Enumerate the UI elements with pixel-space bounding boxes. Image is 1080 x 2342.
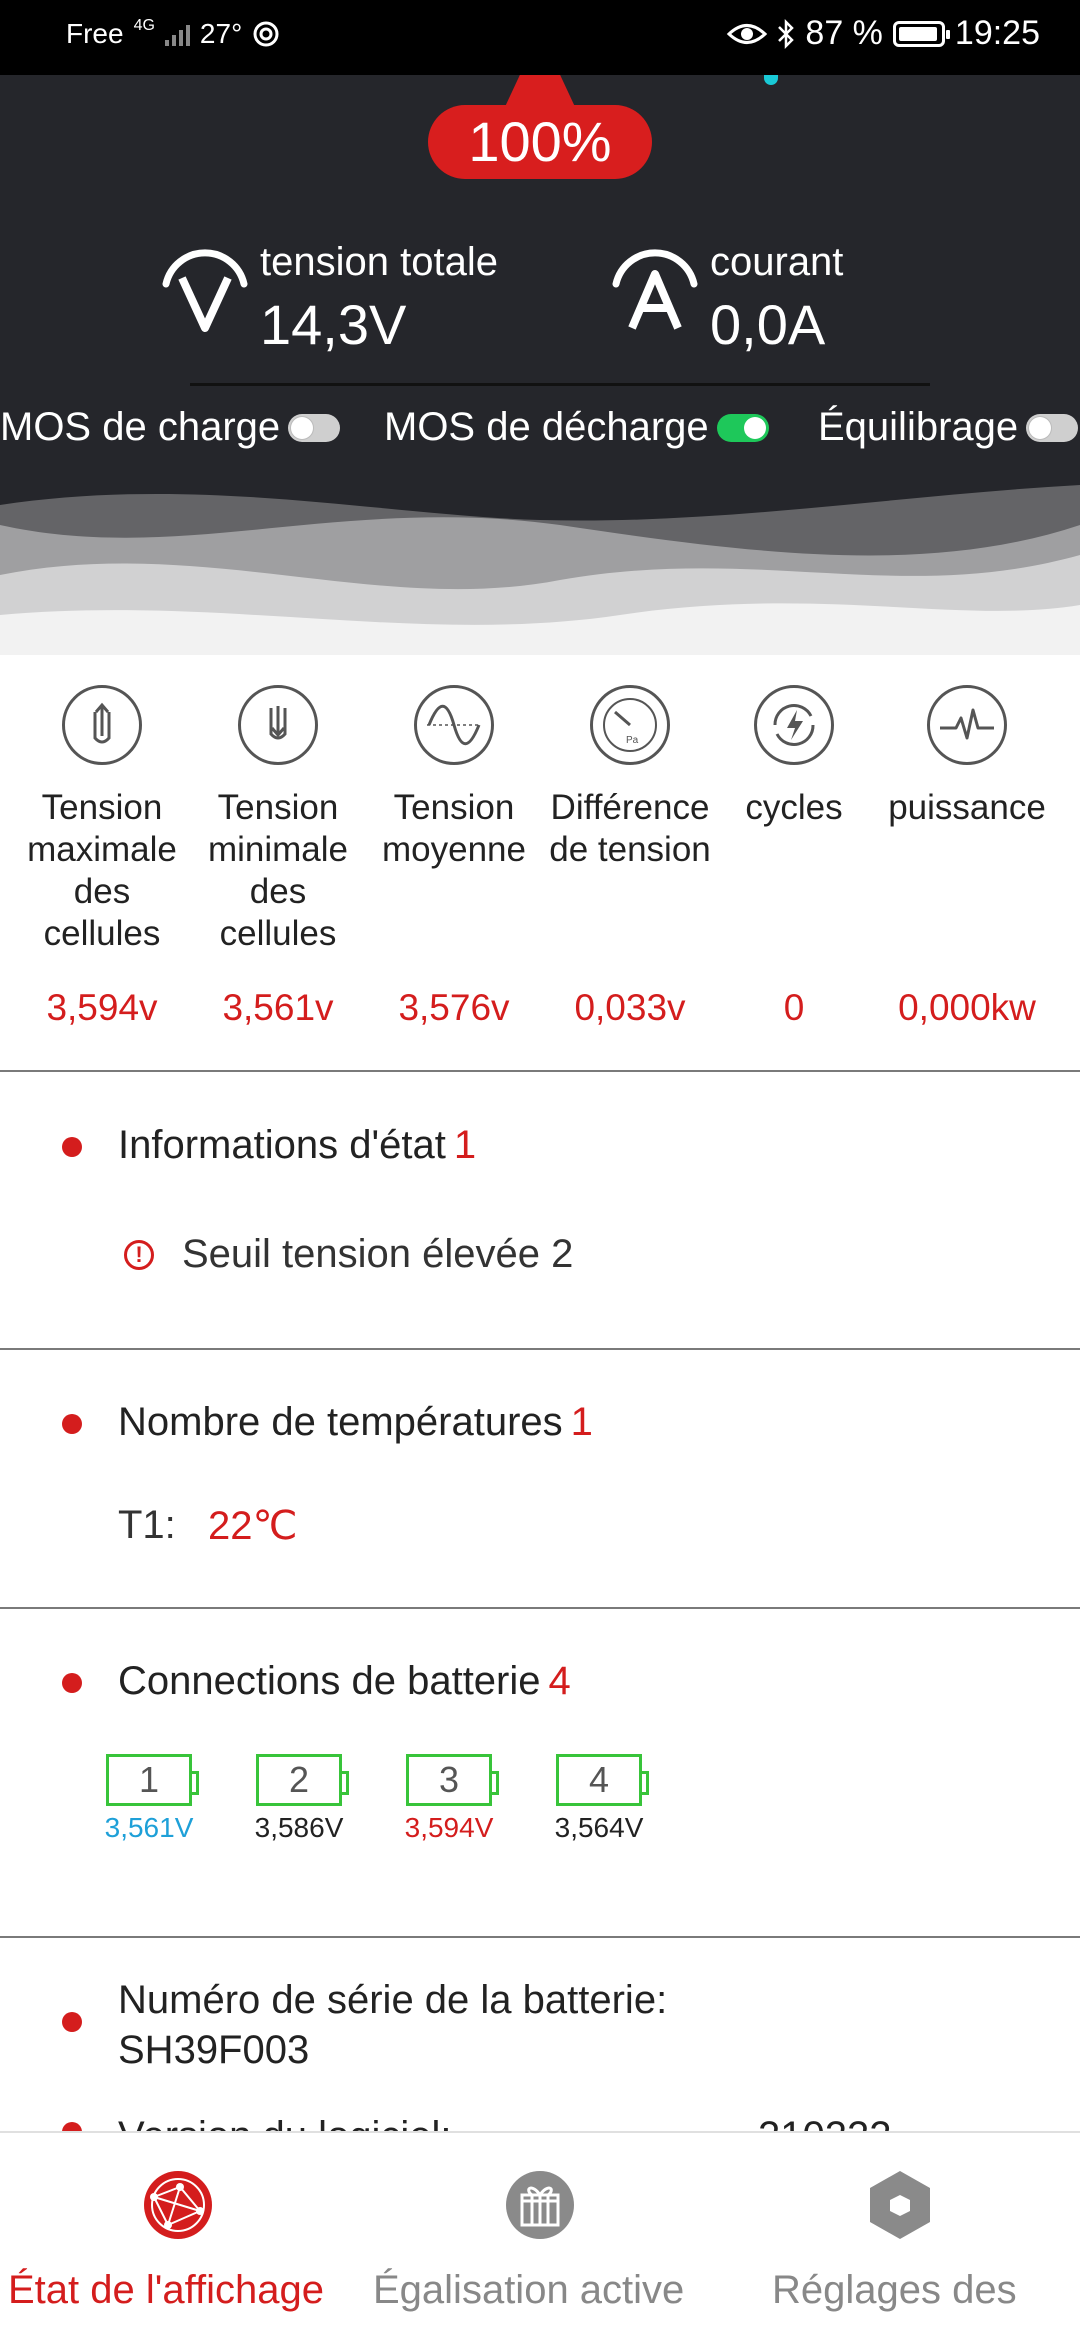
connections-title xyxy=(118,1659,571,1704)
battery-percent: 87 % xyxy=(805,14,883,52)
cell-3[interactable] xyxy=(389,1754,509,1844)
signal-icon xyxy=(165,22,190,46)
bullet-dot xyxy=(62,1673,82,1693)
total-voltage-label: tension totale xyxy=(260,240,498,284)
stat-value: 0 xyxy=(783,987,805,1028)
status-bar xyxy=(0,0,1080,75)
section-divider xyxy=(0,1607,1080,1609)
cell-index: 4 xyxy=(588,1759,610,1800)
status-right xyxy=(727,14,1040,53)
current-label: courant xyxy=(710,240,844,284)
nav-active-balancing[interactable] xyxy=(360,2133,720,2342)
bullet-dot xyxy=(62,1414,82,1434)
stat-cycles xyxy=(709,685,879,1028)
bullet-dot xyxy=(62,1137,82,1157)
connections-count: 4 xyxy=(548,1659,571,1703)
discharge-mos-label: MOS de décharge xyxy=(384,405,709,449)
current-gauge-icon xyxy=(610,240,700,340)
bottom-navigation xyxy=(0,2131,1080,2340)
target-icon xyxy=(252,20,280,48)
nav-label: Égalisation active xyxy=(373,2268,685,2312)
stat-label: Tension maximale des cellules xyxy=(27,788,177,953)
cell-2[interactable] xyxy=(239,1754,359,1844)
section-divider xyxy=(0,1936,1080,1938)
status-info-title-text: Informations d'état xyxy=(118,1123,446,1167)
bluetooth-icon xyxy=(777,19,795,49)
stat-value: 3,561v xyxy=(222,987,334,1028)
stat-max-cell-voltage xyxy=(17,685,187,1028)
status-info-title xyxy=(118,1123,476,1168)
cell-voltage: 3,561V xyxy=(104,1812,194,1843)
charge-mos-toggle-row xyxy=(0,405,340,450)
cell-stats xyxy=(0,655,1080,1070)
clock: 19:25 xyxy=(954,14,1040,52)
status-left xyxy=(66,18,280,50)
header-divider xyxy=(190,383,930,386)
pressure-gauge-icon xyxy=(590,685,670,765)
state-of-charge-value: 100% xyxy=(468,110,612,173)
cell-battery-icon xyxy=(256,1754,342,1806)
eye-icon xyxy=(727,21,767,47)
stat-label: Tension moyenne xyxy=(382,788,526,869)
charge-mos-label: MOS de charge xyxy=(0,405,281,449)
bullet-dot xyxy=(62,2012,82,2032)
stat-value: 0,000kw xyxy=(898,987,1036,1028)
section-divider xyxy=(0,1348,1080,1350)
hexagon-settings-icon xyxy=(862,2167,938,2243)
svg-text:Pa: Pa xyxy=(626,735,639,746)
sine-wave-icon xyxy=(414,685,494,765)
power-pulse-icon xyxy=(927,685,1007,765)
arrow-down-circle-icon xyxy=(238,685,318,765)
serial-value: SH39F003 xyxy=(118,2028,310,2072)
cell-index: 2 xyxy=(288,1759,310,1800)
wave-decoration xyxy=(0,485,1080,655)
cell-4[interactable] xyxy=(539,1754,659,1844)
stat-power xyxy=(882,685,1052,1028)
network-type: 4G xyxy=(133,17,155,34)
cell-battery-icon xyxy=(556,1754,642,1806)
battery-header xyxy=(0,75,1080,655)
discharge-mos-toggle-row xyxy=(384,405,769,450)
stat-value: 0,033v xyxy=(574,987,686,1028)
balancing-label: Équilibrage xyxy=(818,405,1019,449)
cell-index: 3 xyxy=(438,1759,460,1800)
warning-icon: ! xyxy=(124,1240,154,1270)
state-of-charge-badge xyxy=(428,105,652,179)
stat-label: cycles xyxy=(745,788,843,827)
status-info-item: Seuil tension élevée 2 xyxy=(182,1232,574,1276)
cell-battery-icon xyxy=(406,1754,492,1806)
stat-label: Différence de tension xyxy=(549,788,711,869)
nav-settings[interactable] xyxy=(720,2133,1080,2342)
temperatures-count: 1 xyxy=(570,1400,593,1444)
t1-value: 22℃ xyxy=(208,1504,298,1548)
status-info-count: 1 xyxy=(453,1123,477,1167)
temperatures-title xyxy=(118,1400,593,1445)
gift-box-icon xyxy=(502,2167,578,2243)
temperature-label: 27° xyxy=(199,18,243,49)
stat-label: Tension minimale des cellules xyxy=(207,788,349,953)
stat-value: 3,594v xyxy=(46,987,158,1028)
mos-toggles xyxy=(0,405,1080,465)
serial-label: Numéro de série de la batterie: xyxy=(118,1978,668,2022)
stat-value: 3,576v xyxy=(398,987,510,1028)
cell-battery-icon xyxy=(106,1754,192,1806)
arrow-up-circle-icon xyxy=(62,685,142,765)
current-value: 0,0A xyxy=(710,293,826,356)
balancing-toggle-row xyxy=(818,405,1078,450)
cell-1[interactable] xyxy=(89,1754,209,1844)
network-globe-icon xyxy=(140,2167,216,2243)
cell-voltage: 3,586V xyxy=(254,1812,344,1843)
stat-min-cell-voltage xyxy=(193,685,363,1028)
stat-label: puissance xyxy=(888,788,1046,827)
temperatures-title-text: Nombre de températures xyxy=(118,1400,563,1444)
nav-label: État de l'affichage xyxy=(8,2268,325,2312)
software-version-row xyxy=(0,2110,1080,2130)
stat-voltage-difference xyxy=(545,685,715,1028)
total-voltage-value: 14,3V xyxy=(260,293,407,356)
cell-index: 1 xyxy=(138,1759,160,1800)
voltage-gauge-icon xyxy=(160,240,250,340)
stat-avg-voltage xyxy=(369,685,539,1028)
charge-mos-switch[interactable] xyxy=(288,414,340,442)
discharge-mos-switch[interactable] xyxy=(717,414,769,442)
cell-voltage: 3,564V xyxy=(554,1812,644,1843)
indicator-dot xyxy=(764,75,778,85)
connections-title-text: Connections de batterie xyxy=(118,1659,541,1703)
carrier-label: Free xyxy=(66,18,124,49)
battery-icon xyxy=(893,21,945,47)
balancing-switch[interactable] xyxy=(1026,414,1078,442)
section-divider xyxy=(0,1070,1080,1072)
cycle-bolt-icon xyxy=(754,685,834,765)
nav-label: Réglages des xyxy=(772,2268,1017,2312)
nav-display-state[interactable] xyxy=(0,2133,360,2342)
serial-number xyxy=(118,1975,1018,2075)
t1-label: T1: xyxy=(118,1503,176,1547)
cell-voltage: 3,594V xyxy=(404,1812,494,1843)
